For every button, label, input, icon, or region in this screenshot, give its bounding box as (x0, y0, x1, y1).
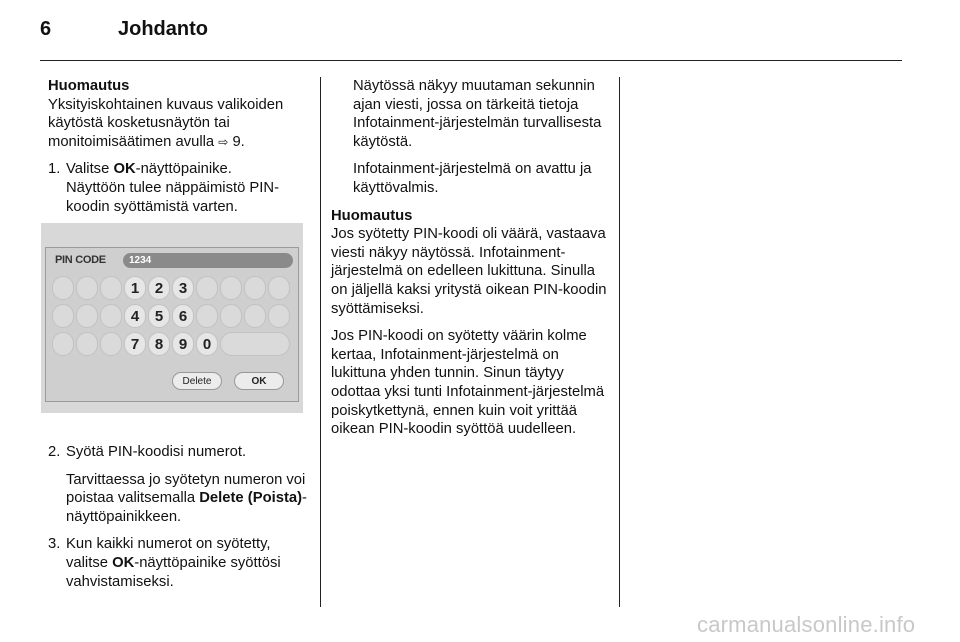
blank-key (52, 304, 74, 328)
info-paragraph-3: Jos PIN-koodi on syötetty väärin kolme kertaa, Infotainment-järjestelmä on lukittuna yhden tunnin. Sinun täytyy odottaa yksi tunti Infotainment-järjestelmä poiskytkettynä, ennen kuin voit yrittää oikean PIN-koodin syöttöä uudelleen. (331, 328, 605, 438)
page-ref: 9. (232, 133, 245, 150)
info-paragraph-2: Infotainment-järjestelmä on avattu ja käyttövalmis. (353, 161, 592, 196)
page-number: 6 (40, 18, 52, 40)
blank-key (52, 332, 74, 356)
blank-key (268, 276, 290, 300)
step-1-detail: Näyttöön tulee näppäimistö PIN-koodin syöttämistä varten. (66, 179, 280, 215)
blank-key (244, 276, 266, 300)
pin-screen-panel (45, 247, 299, 402)
key-2: 2 (148, 276, 170, 300)
blank-key (100, 276, 122, 300)
column-middle (331, 77, 609, 439)
blank-key (100, 332, 122, 356)
step-2: 2. Syötä PIN-koodisi numerot. (48, 444, 247, 460)
column-left (48, 77, 310, 216)
step-3: 3. Kun kaikki numerot on syötetty, valitse OK-näyttöpainike syöttösi vahvistamiseksi. (48, 536, 281, 590)
blank-key (244, 304, 266, 328)
key-1: 1 (124, 276, 146, 300)
key-8: 8 (148, 332, 170, 356)
blank-wide-key (220, 332, 290, 356)
step-1: 1. Valitse OK-näyttöpainike. (48, 161, 232, 178)
key-9: 9 (172, 332, 194, 356)
key-0: 0 (196, 332, 218, 356)
delete-term: Delete (Poista) (199, 490, 303, 507)
header-rule (40, 60, 902, 61)
key-4: 4 (124, 304, 146, 328)
key-5: 5 (148, 304, 170, 328)
step-number: 2. (48, 444, 61, 460)
ok-button: OK (234, 372, 284, 390)
screen-button-row (52, 368, 292, 392)
key-3: 3 (172, 276, 194, 300)
delete-button: Delete (172, 372, 222, 390)
blank-key (268, 304, 290, 328)
blank-key (76, 276, 98, 300)
watermark: carmanualsonline.info (697, 612, 916, 637)
pin-code-field: 1234 (123, 253, 293, 268)
page-header (40, 18, 920, 48)
blank-key (100, 304, 122, 328)
blank-key (220, 276, 242, 300)
blank-key (52, 276, 74, 300)
key-6: 6 (172, 304, 194, 328)
pin-code-label: PIN CODE (55, 254, 106, 266)
chapter-title: Johdanto (118, 18, 208, 40)
ok-term: OK (112, 554, 135, 571)
step-number: 3. (48, 536, 61, 553)
step-number: 1. (48, 161, 61, 178)
blank-key (196, 276, 218, 300)
ok-term: OK (113, 161, 136, 178)
column-divider-1 (320, 77, 321, 607)
note-title: Huomautus (48, 78, 130, 94)
blank-key (76, 304, 98, 328)
column-divider-2 (619, 77, 620, 607)
step-2-detail: Tarvittaessa jo syötetyn numeron voi poistaa valitsemalla Delete (Poista)-näyttöpainikkeen. (66, 471, 307, 525)
key-7: 7 (124, 332, 146, 356)
pin-screen-illustration (41, 223, 303, 413)
column-left-lower (48, 443, 310, 591)
note-text: Jos syötetty PIN-koodi oli väärä, vastaava viesti näkyy näytössä. Infotainment-järjestelmä on edelleen lukittuna. Sinulla on jäljellä kaksi yritystä oikean PIN-koodin syöttämiseksi. (331, 226, 607, 317)
info-paragraph-1: Näytössä näkyy muutaman sekunnin ajan viesti, jossa on tärkeitä tietoja Infotainment-järjestelmän turvallisesta käytöstä. (353, 78, 602, 150)
note-title: Huomautus (331, 207, 413, 224)
blank-key (76, 332, 98, 356)
note-text: Yksityiskohtainen kuvaus valikoiden käytöstä kosketusnäytön tai monitoimisäätimen avulla ⇨ 9. (48, 96, 284, 150)
page-ref-arrow-icon: ⇨ (218, 134, 229, 149)
blank-key (220, 304, 242, 328)
blank-key (196, 304, 218, 328)
